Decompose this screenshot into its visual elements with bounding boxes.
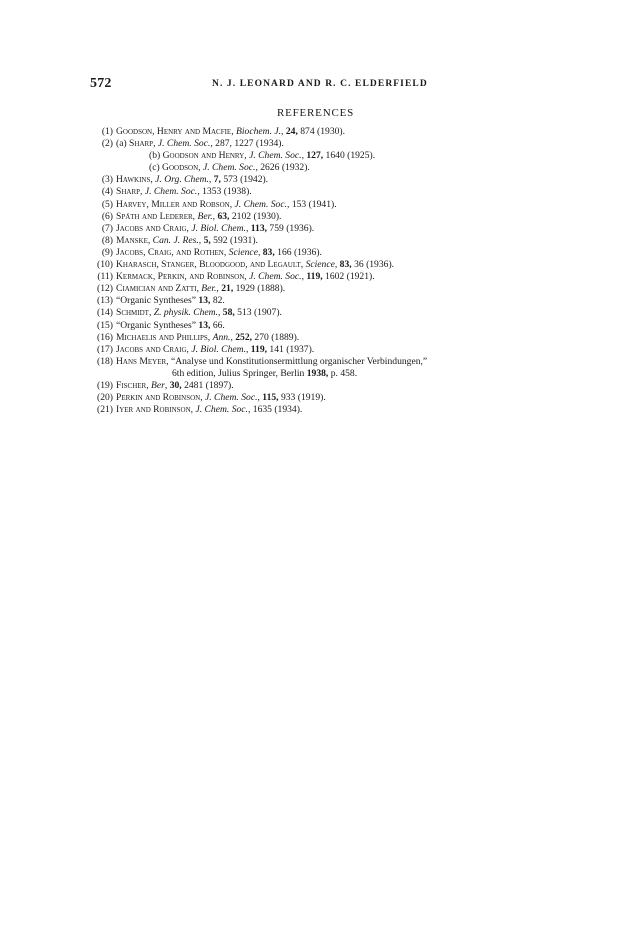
reference-text — [116, 332, 299, 344]
reference-fragment: , — [244, 150, 250, 162]
reference-journal: J. Chem. Soc. — [202, 162, 256, 174]
reference-entry — [86, 271, 566, 283]
reference-fragment: , — [148, 307, 154, 319]
reference-fragment: 2481 (1897). — [181, 379, 234, 391]
reference-journal: J. Chem. Soc. — [249, 271, 302, 283]
reference-number: (17) — [97, 343, 113, 355]
reference-text — [116, 223, 314, 235]
reference-fragment: p. 458. — [328, 367, 358, 379]
reference-fragment: , “Analyse und Konstitutionsermittlung organischer Verbindungen,” — [166, 355, 428, 367]
reference-number: (16) — [97, 331, 113, 343]
reference-volume: 58, — [222, 307, 235, 319]
reference-text — [116, 380, 234, 392]
reference-journal: Z. physik. Chem. — [153, 307, 218, 319]
running-head-authors: N. J. LEONARD AND R. C. ELDERFIELD — [212, 79, 428, 89]
reference-fragment: (b) — [149, 150, 163, 162]
reference-number: (2) — [101, 138, 113, 150]
reference-fragment: , — [245, 343, 251, 355]
reference-authors: Michaelis and Phillips — [116, 331, 208, 343]
reference-entry — [86, 211, 566, 223]
reference-fragment: 1640 (1925). — [323, 150, 376, 162]
reference-fragment: , — [196, 283, 202, 295]
reference-authors: Goodson and Henry — [162, 150, 245, 162]
reference-fragment: (a) — [116, 138, 130, 150]
reference-fragment: , — [190, 404, 196, 416]
reference-fragment: , — [223, 246, 229, 258]
reference-volume: 7, — [213, 174, 221, 186]
reference-number: (10) — [97, 259, 113, 271]
reference-journal: J. Biol. Chem. — [191, 222, 246, 234]
reference-fragment: , — [230, 331, 236, 343]
reference-authors: Iyer and Robinson — [116, 404, 191, 416]
reference-authors: Schmidt — [116, 307, 149, 319]
reference-fragment: , 153 (1941). — [287, 198, 337, 210]
reference-fragment: 166 (1936). — [274, 246, 322, 258]
reference-volume: 5, — [203, 234, 211, 246]
reference-fragment: , — [301, 271, 307, 283]
reference-fragment: , 2626 (1932). — [255, 162, 310, 174]
reference-number: (4) — [101, 186, 113, 198]
reference-volume: 21, — [221, 283, 234, 295]
reference-volume: 113, — [250, 222, 268, 234]
reference-journal: J. Chem. Soc. — [195, 404, 248, 416]
reference-text — [116, 392, 326, 404]
reference-number: (18) — [97, 355, 113, 367]
reference-volume: 24, — [285, 126, 298, 137]
reference-text — [116, 186, 252, 198]
reference-text — [116, 150, 375, 162]
reference-fragment: 1929 (1888). — [233, 283, 286, 295]
reference-text — [116, 356, 427, 368]
reference-journal: Biochem. J. — [236, 126, 282, 137]
reference-number: (12) — [97, 283, 113, 295]
reference-number: (6) — [101, 210, 113, 222]
reference-journal: Ber. — [197, 210, 213, 222]
reference-journal: Science — [228, 246, 258, 258]
reference-fragment: 2102 (1930). — [229, 210, 282, 222]
reference-journal: Ber — [151, 379, 165, 391]
reference-fragment: 933 (1919). — [278, 392, 326, 404]
reference-fragment: , — [281, 126, 286, 137]
reference-fragment: 1602 (1921). — [322, 271, 375, 283]
reference-volume: 119, — [250, 343, 268, 355]
reference-entry — [86, 223, 566, 235]
reference-text — [116, 295, 225, 307]
reference-fragment: 66. — [210, 319, 225, 331]
reference-fragment: , — [147, 234, 153, 246]
reference-authors: Ciamician and Zatti — [116, 283, 197, 295]
reference-fragment: , — [198, 234, 204, 246]
reference-number: (5) — [101, 198, 113, 210]
reference-authors: Späth and Lederer — [116, 210, 193, 222]
reference-fragment: 759 (1936). — [267, 222, 315, 234]
reference-volume: 119, — [306, 271, 323, 283]
reference-number — [86, 150, 116, 162]
reference-text — [116, 344, 314, 356]
reference-number — [86, 162, 116, 174]
reference-entry — [86, 368, 566, 380]
reference-entry — [86, 162, 566, 174]
reference-fragment: 6th edition, Julius Springer, Berlin — [172, 367, 307, 379]
reference-fragment: , — [245, 222, 251, 234]
reference-entry — [86, 392, 566, 404]
reference-entry — [86, 404, 566, 416]
reference-volume: 1938, — [306, 367, 329, 379]
reference-fragment: , — [334, 259, 340, 271]
reference-number: (7) — [101, 222, 113, 234]
reference-number: (9) — [101, 246, 113, 258]
reference-fragment: , — [192, 210, 198, 222]
reference-fragment: , 1635 (1934). — [247, 404, 303, 416]
reference-text — [116, 283, 285, 295]
reference-fragment: , — [229, 198, 235, 210]
reference-number: (19) — [97, 379, 113, 391]
reference-authors: Fischer — [116, 379, 147, 391]
reference-fragment: , — [300, 259, 306, 271]
reference-text — [116, 138, 284, 150]
reference-number: (8) — [101, 234, 113, 246]
reference-fragment: , — [208, 174, 214, 186]
reference-entry — [86, 186, 566, 198]
reference-fragment: , 1353 (1938). — [197, 186, 252, 198]
reference-entry — [86, 150, 566, 162]
reference-entry — [86, 320, 566, 332]
reference-authors: Hans Meyer — [116, 355, 167, 367]
reference-number: (15) — [97, 319, 113, 331]
reference-authors: Jacobs and Craig — [116, 343, 187, 355]
reference-number: (1) — [101, 126, 113, 137]
reference-volume: 83, — [262, 246, 275, 258]
reference-text — [116, 199, 337, 211]
reference-number: (14) — [97, 307, 113, 319]
reference-fragment: 141 (1937). — [267, 343, 315, 355]
reference-text — [116, 368, 357, 380]
reference-entry — [86, 199, 566, 211]
reference-text — [116, 404, 302, 416]
reference-entry — [86, 356, 566, 368]
reference-journal: Science — [305, 259, 335, 271]
reference-text — [116, 211, 281, 223]
reference-list — [86, 126, 566, 416]
reference-text — [116, 162, 310, 174]
reference-fragment: 36 (1936). — [351, 259, 395, 271]
reference-fragment: , — [217, 307, 223, 319]
reference-volume: 127, — [306, 150, 324, 162]
reference-text — [116, 259, 394, 271]
reference-fragment: , — [207, 331, 213, 343]
reference-entry — [86, 126, 566, 138]
reference-fragment: , — [216, 283, 222, 295]
reference-text — [116, 271, 375, 283]
reference-authors: Jacobs, Craig, and Rothen — [116, 246, 224, 258]
reference-fragment: “Organic Syntheses” — [116, 319, 199, 331]
reference-entry — [86, 259, 566, 271]
reference-fragment: , — [257, 246, 263, 258]
reference-text — [116, 235, 258, 247]
reference-fragment: 513 (1907). — [234, 307, 282, 319]
reference-fragment: (c) — [149, 162, 163, 174]
reference-journal: J. Chem. Soc. — [249, 150, 302, 162]
reference-entry — [86, 295, 566, 307]
reference-volume: 13, — [198, 295, 211, 307]
reference-number — [86, 368, 116, 380]
reference-fragment: “Organic Syntheses” — [116, 295, 199, 307]
reference-entry — [86, 174, 566, 186]
reference-journal: Ann. — [212, 331, 231, 343]
reference-entry — [86, 332, 566, 344]
reference-volume: 252, — [235, 331, 253, 343]
reference-number: (20) — [97, 392, 113, 404]
reference-fragment: 573 (1942). — [220, 174, 269, 186]
reference-entry — [86, 344, 566, 356]
reference-fragment: 592 (1931). — [210, 234, 258, 246]
reference-authors: Sharp — [129, 138, 154, 150]
reference-fragment: , — [140, 186, 145, 198]
reference-fragment: , — [200, 392, 205, 404]
reference-fragment: , — [301, 150, 307, 162]
reference-entry — [86, 247, 566, 259]
reference-authors: Kermack, Perkin, and Robinson — [116, 271, 245, 283]
reference-number: (3) — [101, 174, 113, 186]
reference-fragment: , — [150, 174, 156, 186]
reference-journal: J. Chem. Soc. — [157, 138, 211, 150]
reference-fragment: , — [186, 343, 192, 355]
reference-authors: Manske — [116, 234, 148, 246]
reference-text — [116, 307, 282, 319]
reference-volume: 30, — [169, 379, 182, 391]
reference-fragment: , — [212, 210, 218, 222]
reference-fragment: 270 (1889). — [252, 331, 300, 343]
reference-fragment: , — [164, 379, 170, 391]
reference-fragment: , — [198, 162, 203, 174]
references-heading: REFERENCES — [276, 107, 355, 119]
reference-fragment: 874 (1930). — [297, 126, 346, 137]
reference-entry — [86, 380, 566, 392]
reference-number: (11) — [97, 271, 113, 283]
reference-authors: Goodson, Henry and Macfie — [116, 126, 232, 137]
reference-entry — [86, 283, 566, 295]
reference-authors: Jacobs and Craig — [116, 222, 187, 234]
reference-authors: Kharasch, Stanger, Bloodgood, and Legault — [116, 259, 301, 271]
reference-authors: Hawkins — [116, 174, 151, 186]
reference-fragment: , 287, 1227 (1934). — [210, 138, 284, 150]
reference-fragment: , — [257, 392, 263, 404]
reference-fragment: , — [231, 126, 237, 137]
reference-volume: 63, — [217, 210, 230, 222]
reference-entry — [86, 138, 566, 150]
reference-journal: Ber. — [201, 283, 217, 295]
reference-journal: J. Chem. Soc. — [234, 198, 288, 210]
reference-journal: Can. J. Res. — [152, 234, 199, 246]
reference-number: (13) — [97, 295, 113, 307]
reference-text — [116, 174, 268, 186]
reference-fragment: 82. — [210, 295, 225, 307]
reference-journal: J. Chem. Soc. — [144, 186, 198, 198]
reference-authors: Sharp — [116, 186, 141, 198]
reference-volume: 13, — [198, 319, 211, 331]
reference-text — [116, 320, 225, 332]
reference-text — [116, 126, 345, 138]
reference-volume: 115, — [262, 392, 279, 404]
reference-number: (21) — [97, 404, 113, 416]
reference-fragment: , — [153, 138, 158, 150]
reference-entry — [86, 235, 566, 247]
reference-volume: 83, — [339, 259, 352, 271]
reference-journal: J. Chem. Soc. — [205, 392, 258, 404]
reference-text — [116, 247, 322, 259]
reference-fragment: , — [244, 271, 250, 283]
reference-authors: Harvey, Miller and Robson — [116, 198, 230, 210]
reference-authors: Perkin and Robinson — [116, 392, 201, 404]
page-number: 572 — [90, 76, 112, 91]
reference-journal: J. Biol. Chem. — [191, 343, 246, 355]
reference-authors: Goodson — [162, 162, 199, 174]
reference-entry — [86, 307, 566, 319]
reference-journal: J. Org. Chem. — [155, 174, 209, 186]
reference-fragment: , — [186, 222, 192, 234]
reference-fragment: , — [146, 379, 152, 391]
